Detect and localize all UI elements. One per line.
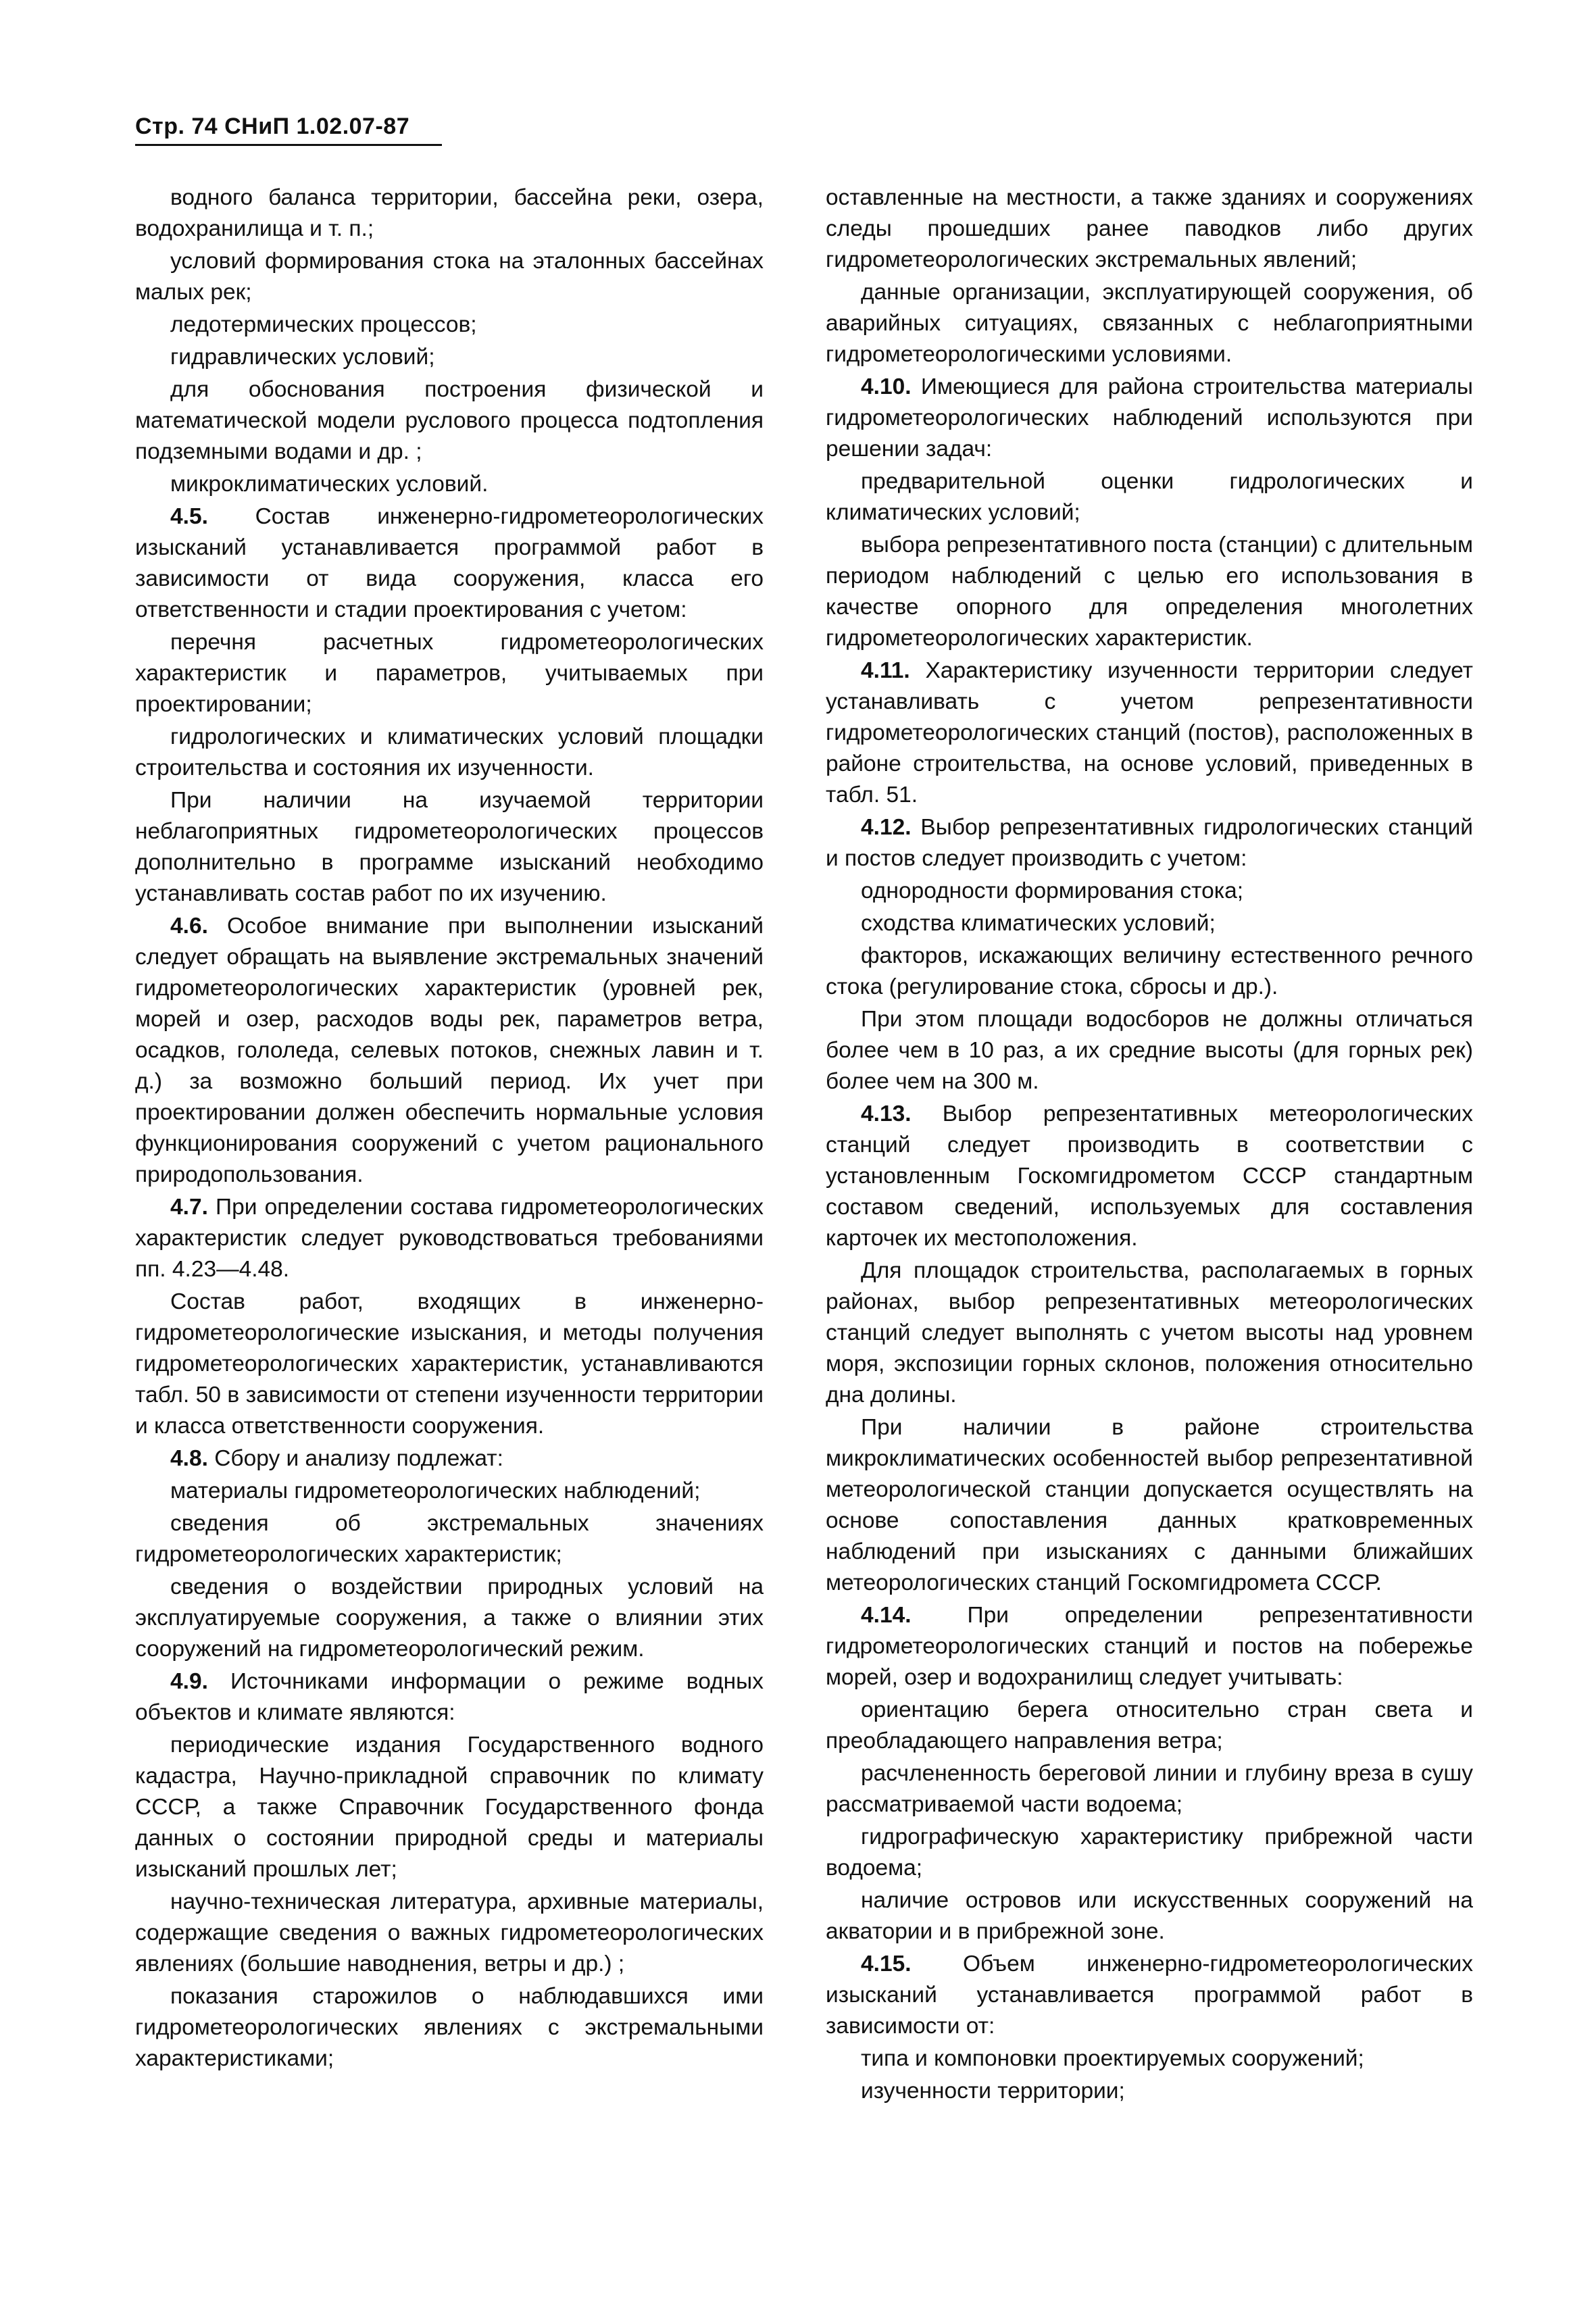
numbered-paragraph <box>135 911 764 1191</box>
paragraph-text: сведения об экстремальных значениях гидрометеорологических характеристик; <box>135 1511 764 1567</box>
paragraph <box>826 941 1473 1003</box>
paragraph-text: условий формирования стока на эталонных бассейнах малых рек; <box>135 249 764 305</box>
paragraph-text: данные организации, эксплуатирующей сооружения, об аварийных ситуациях, связанных с неблагоприятными гидрометеорологическими условиями. <box>826 280 1473 367</box>
paragraph-number: 4.9. <box>170 1669 208 1694</box>
paragraph-text: факторов, искажающих величину естественного речного стока (регулирование стока, сбросы и др.). <box>826 943 1473 999</box>
paragraph-text: Источниками информации о режиме водных объектов и климате являются: <box>135 1669 764 1725</box>
paragraph <box>135 1981 764 2074</box>
numbered-paragraph <box>135 1666 764 1728</box>
paragraph-text: Состав инженерно-гидрометеорологических изысканий устанавливается программой работ в зависимости от вида сооружения, класса его ответственности и стадии проектирования с учетом: <box>135 504 764 622</box>
paragraph <box>135 1572 764 1665</box>
paragraph-number: 4.15. <box>861 1951 912 1976</box>
paragraph-text: изученности территории; <box>861 2078 1125 2104</box>
right-column <box>826 182 1473 2108</box>
numbered-paragraph <box>135 1192 764 1285</box>
paragraph-number: 4.6. <box>170 914 208 939</box>
numbered-paragraph <box>826 1099 1473 1254</box>
paragraph <box>826 2043 1473 2074</box>
paragraph-text: При этом площади водосборов не должны отличаться более чем в 10 раз, а их средние высоты (для горных рек) более чем на 300 м. <box>826 1007 1473 1094</box>
paragraph-number: 4.7. <box>170 1195 208 1220</box>
paragraph <box>135 1287 764 1442</box>
paragraph-number: 4.10. <box>861 374 912 399</box>
paragraph-text: При определении репрезентативности гидрометеорологических станций и постов на побережье морей, озер и водохранилищ следует учитывать: <box>826 1603 1473 1690</box>
paragraph <box>826 1695 1473 1757</box>
paragraph-text: Выбор репрезентативных метеорологических станций следует производить в соответствии с установленным Госкомгидрометом СССР стандартным составом сведений, используемых для составления карточек их местоположения. <box>826 1101 1473 1251</box>
paragraph-text: гидрографическую характеристику прибрежной части водоема; <box>826 1824 1473 1881</box>
paragraph-number: 4.14. <box>861 1603 912 1628</box>
numbered-paragraph <box>826 1600 1473 1693</box>
paragraph-text: Сбору и анализу подлежат: <box>214 1446 503 1471</box>
paragraph-number: 4.11. <box>861 658 910 683</box>
paragraph-text: расчлененность береговой линии и глубину вреза в сушу рассматриваемой части водоема; <box>826 1761 1473 1817</box>
paragraph-text: При определении состава гидрометеорологических характеристик следует руководствоваться требованиями пп. 4.23—4.48. <box>135 1195 764 1282</box>
paragraph <box>135 309 764 341</box>
paragraph-text: Выбор репрезентативных гидрологических станций и постов следует производить с учетом: <box>826 815 1473 871</box>
paragraph-text: типа и компоновки проектируемых сооружений; <box>861 2046 1364 2071</box>
numbered-paragraph <box>135 501 764 626</box>
paragraph <box>826 466 1473 528</box>
paragraph <box>135 469 764 500</box>
paragraph-text: Характеристику изученности территории следует устанавливать с учетом репрезентативности гидрометеорологических станций (постов), расположенных в районе строительства, на основе условий, приведенных в табл. 51. <box>826 658 1473 807</box>
paragraph <box>826 1758 1473 1820</box>
paragraph-text: гидравлических условий; <box>170 345 435 370</box>
paragraph-text: сведения о воздействии природных условий на эксплуатируемые сооружения, а также о влиянии этих сооружений на гидрометеорологический режим. <box>135 1574 764 1662</box>
paragraph-text: водного баланса территории, бассейна реки, озера, водохранилища и т. п.; <box>135 185 764 241</box>
paragraph <box>135 182 764 245</box>
paragraph <box>826 530 1473 654</box>
numbered-paragraph <box>135 1443 764 1474</box>
paragraph-text: Имеющиеся для района строительства материалы гидрометеорологических наблюдений используются при решении задач: <box>826 374 1473 462</box>
paragraph <box>135 627 764 720</box>
paragraph-text: Объем инженерно-гидрометеорологических изысканий устанавливается программой работ в зависимости от: <box>826 1951 1473 2039</box>
paragraph <box>135 374 764 468</box>
paragraph-number: 4.13. <box>861 1101 912 1126</box>
left-column <box>135 182 764 2076</box>
paragraph-number: 4.5. <box>170 504 208 529</box>
paragraph <box>135 246 764 308</box>
numbered-paragraph <box>826 812 1473 874</box>
paragraph <box>826 2076 1473 2107</box>
paragraph-text: наличие островов или искусственных сооружений на акватории и в прибрежной зоне. <box>826 1888 1473 1944</box>
paragraph <box>826 277 1473 370</box>
paragraph <box>826 1255 1473 1411</box>
paragraph <box>826 1004 1473 1097</box>
paragraph-text: для обоснования построения физической и математической модели руслового процесса подтопления подземными водами и др. ; <box>135 377 764 464</box>
paragraph-text: микроклиматических условий. <box>170 472 489 497</box>
paragraph-text: При наличии в районе строительства микроклиматических особенностей выбор репрезентативной метеорологической станции допускается осуществлять на основе сопоставления данных кратковременных наблюдений при изысканиях с данными ближайших метеорологических станций Госкомгидромета СССР. <box>826 1415 1473 1595</box>
paragraph <box>826 1885 1473 1947</box>
paragraph <box>135 342 764 373</box>
paragraph <box>135 722 764 784</box>
paragraph-text: выбора репрезентативного поста (станции) с длительным периодом наблюдений с целью его использования в качестве опорного для определения многолетних гидрометеорологических характеристик. <box>826 532 1473 651</box>
paragraph <box>826 876 1473 907</box>
paragraph <box>135 1887 764 1980</box>
paragraph-text: Особое внимание при выполнении изысканий следует обращать на выявление экстремальных значений гидрометеорологических характеристик (уровней рек, морей и озер, расходов воды рек, параметров ветра, осадков, гололеда, селевых потоков, снежных лавин и т. д.) за возможно больший период. Их учет при проектировании должен обеспечить нормальные условия функционирования сооружений с учетом рационального природопользования. <box>135 914 764 1187</box>
paragraph-text: Для площадок строительства, располагаемых в горных районах, выбор репрезентативных метеорологических станций следует выполнять с учетом высоты над уровнем моря, экспозиции горных склонов, положения относительно дна долины. <box>826 1258 1473 1408</box>
paragraph-text: показания старожилов о наблюдавшихся ими гидрометеорологических явлениях с экстремальными характеристиками; <box>135 1984 764 2071</box>
paragraph <box>826 1412 1473 1599</box>
paragraph <box>135 1730 764 1885</box>
numbered-paragraph <box>826 655 1473 811</box>
paragraph-text: периодические издания Государственного водного кадастра, Научно-прикладной справочник по климату СССР, а также Справочник Государственного фонда данных о состоянии природной среды и материалы изысканий прошлых лет; <box>135 1733 764 1882</box>
paragraph-number: 4.12. <box>861 815 912 840</box>
paragraph <box>826 1822 1473 1884</box>
paragraph <box>826 182 1473 276</box>
paragraph-text: сходства климатических условий; <box>861 911 1216 936</box>
paragraph-text: научно-техническая литература, архивные материалы, содержащие сведения о важных гидрометеорологических явлениях (большие наводнения, ветры и др.) ; <box>135 1889 764 1976</box>
paragraph-text: При наличии на изучаемой территории неблагоприятных гидрометеорологических процессов дополнительно в программе изысканий необходимо устанавливать состав работ по их изучению. <box>135 788 764 906</box>
paragraph <box>135 1476 764 1507</box>
paragraph <box>826 908 1473 939</box>
paragraph-text: ориентацию берега относительно стран света и преобладающего направления ветра; <box>826 1697 1473 1753</box>
numbered-paragraph <box>826 372 1473 465</box>
paragraph <box>135 1508 764 1570</box>
paragraph-text: ледотермических процессов; <box>170 312 477 337</box>
paragraph-text: материалы гидрометеорологических наблюдений; <box>170 1478 701 1503</box>
paragraph-text: Состав работ, входящих в инженерно-гидрометеорологические изыскания, и методы получения гидрометеорологических характеристик, устанавливаются табл. 50 в зависимости от степени изученности территории и класса ответственности сооружения. <box>135 1289 764 1439</box>
paragraph-text: перечня расчетных гидрометеорологических характеристик и параметров, учитываемых при проектировании; <box>135 630 764 717</box>
paragraph-text: оставленные на местности, а также зданиях и сооружениях следы прошедших ранее паводков либо других гидрометеорологических экстремальных явлений; <box>826 185 1473 272</box>
paragraph-text: однородности формирования стока; <box>861 878 1244 903</box>
paragraph-number: 4.8. <box>170 1446 208 1471</box>
numbered-paragraph <box>826 1949 1473 2042</box>
paragraph-text: гидрологических и климатических условий площадки строительства и состояния их изученности. <box>135 724 764 780</box>
page-header: Стр. 74 СНиП 1.02.07-87 <box>135 114 442 146</box>
paragraph <box>135 785 764 910</box>
paragraph-text: предварительной оценки гидрологических и климатических условий; <box>826 469 1473 525</box>
